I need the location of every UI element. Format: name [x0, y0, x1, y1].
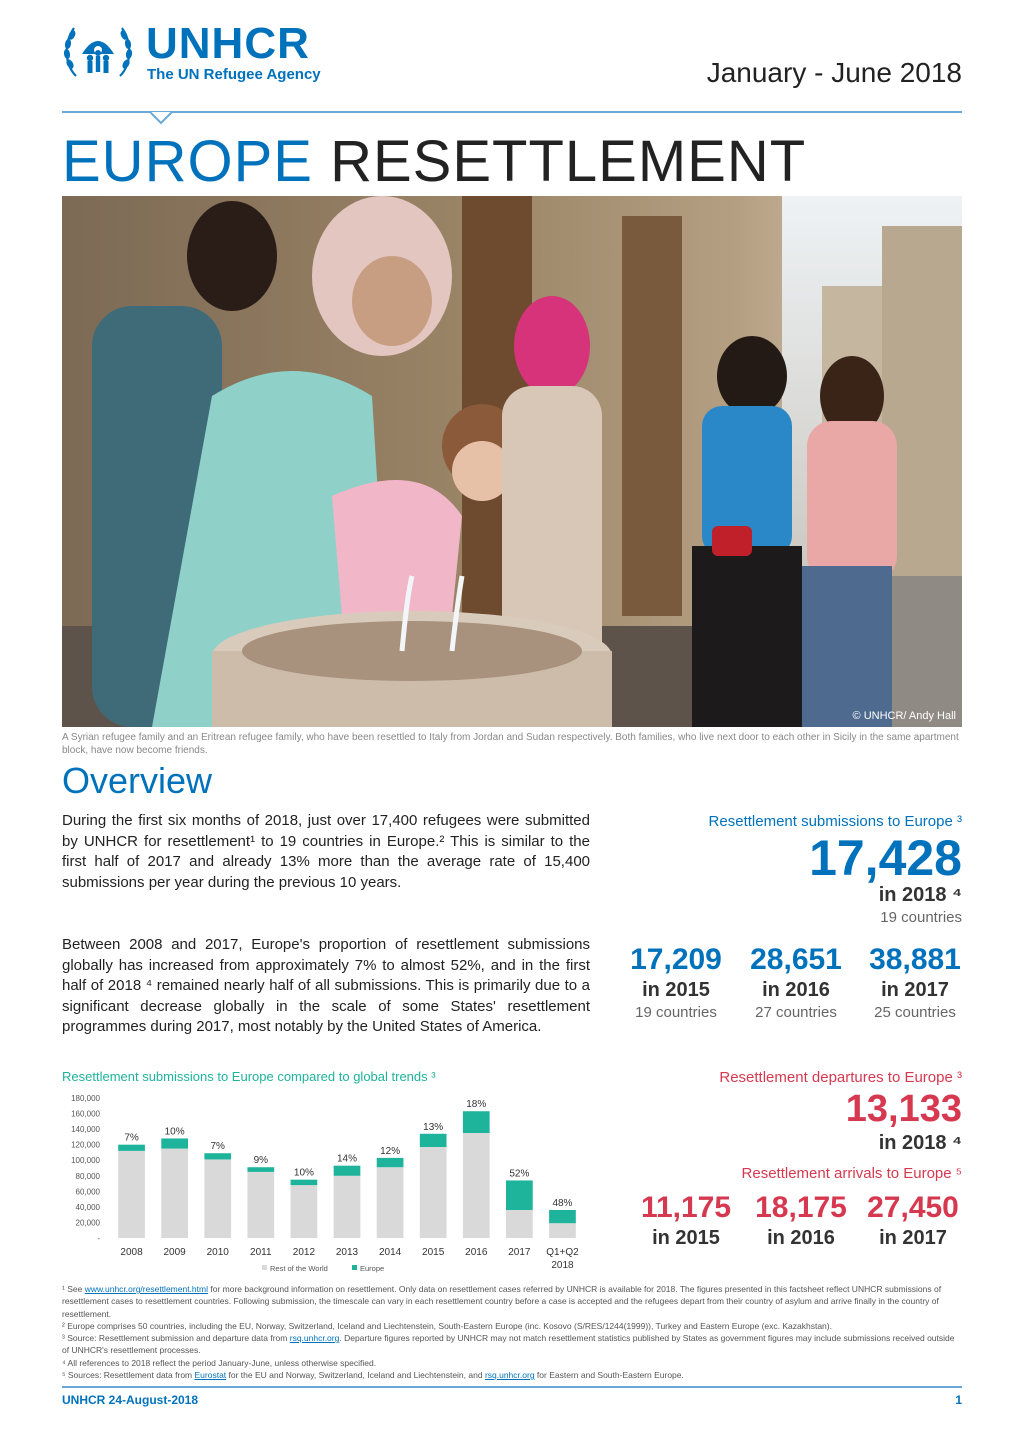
x-tick-label: Q1+Q2 — [546, 1247, 579, 1258]
bar-rest-of-world — [463, 1133, 490, 1238]
arrivals-2015-value: 11,175 — [640, 1191, 732, 1224]
legend-label-europe: Europe — [360, 1264, 385, 1273]
arrivals-2016 — [746, 1191, 856, 1251]
bar-rest-of-world — [161, 1149, 188, 1238]
bar-data-label: 52% — [509, 1168, 530, 1180]
arrivals-2017-value: 27,450 — [867, 1191, 959, 1224]
submissions-2015 — [621, 943, 731, 1023]
footnote-2-text: ² Europe comprises 50 countries, including the EU, Norway, Switzerland, Iceland and Liechtenstein, South-Eastern Europe (inc. Kosovo (S/RES/1244(1999)), Turkey and Eastern Europe (exc. Kazakhstan). — [62, 1320, 832, 1331]
logo-wordmark: UNHCR — [146, 19, 310, 68]
x-tick-label: 2011 — [250, 1247, 272, 1258]
arrivals-label: Resettlement arrivals to Europe ⁵ — [741, 1165, 962, 1182]
x-tick-label: 2008 — [120, 1247, 143, 1258]
bar-europe — [161, 1138, 188, 1148]
submissions-2017-countries: 25 countries — [874, 1004, 956, 1021]
submissions-2016 — [741, 943, 851, 1023]
footnote-5-link-eurostat[interactable]: Eurostat — [194, 1370, 227, 1381]
footer-divider — [62, 1386, 962, 1388]
bar-europe — [377, 1158, 404, 1167]
arrivals-2017 — [858, 1191, 968, 1251]
submissions-2015-year: in 2015 — [642, 979, 710, 1001]
submissions-total-countries: 19 countries — [880, 909, 962, 926]
submissions-2016-year: in 2016 — [762, 979, 830, 1001]
footnote-2 — [62, 1320, 962, 1332]
y-tick-label: 120,000 — [71, 1140, 100, 1150]
x-tick-label: 2010 — [206, 1247, 229, 1258]
footnote-4-text: ⁴ All references to 2018 reflect the period January-June, unless otherwise specified. — [62, 1357, 377, 1368]
bar-europe — [247, 1167, 274, 1172]
arrivals-2017-year: in 2017 — [879, 1227, 947, 1249]
submissions-2016-countries: 27 countries — [755, 1004, 837, 1021]
bar-data-label: 48% — [552, 1198, 573, 1209]
bar-rest-of-world — [334, 1176, 361, 1238]
footer-date: UNHCR 24-August-2018 — [62, 1393, 199, 1407]
legend-label-rest-of-world: Rest of the World — [270, 1264, 328, 1273]
footnote-4 — [62, 1357, 962, 1369]
submissions-total: 17,428 — [809, 830, 962, 886]
departures-total: 13,133 — [845, 1088, 962, 1130]
bar-rest-of-world — [118, 1151, 145, 1238]
footnote-1-link[interactable]: www.unhcr.org/resettlement.html — [84, 1284, 208, 1294]
arrivals-2016-year: in 2016 — [767, 1227, 835, 1249]
bar-data-label: 7% — [210, 1141, 225, 1153]
page-number: 1 — [955, 1393, 962, 1407]
legend-swatch-rest-of-world — [262, 1265, 267, 1270]
y-tick-label: 40,000 — [75, 1202, 100, 1212]
bar-europe — [291, 1180, 318, 1185]
photo-caption: A Syrian refugee family and an Eritrean refugee family, who have been resettled to Italy from Jordan and Sudan respectively. Both families, who live next door to each other in Sicily in the same apartment block, have now become friends. — [62, 732, 959, 756]
footnote-3-link[interactable]: rsq.unhcr.org — [289, 1333, 340, 1344]
x-tick-label: 2015 — [422, 1247, 445, 1258]
arrivals-2016-value: 18,175 — [755, 1191, 847, 1224]
x-tick-label: 2014 — [378, 1247, 402, 1258]
footnote-1 — [62, 1283, 962, 1320]
footnotes — [62, 1283, 962, 1381]
bar-europe — [549, 1210, 576, 1223]
submissions-2017-year: in 2017 — [881, 979, 949, 1001]
bar-europe — [506, 1180, 533, 1210]
bar-europe — [204, 1153, 231, 1159]
footnote-5-link-rsq[interactable]: rsq.unhcr.org — [484, 1370, 535, 1381]
footnote-5-text: ⁵ Sources: Resettlement data from — [62, 1370, 195, 1381]
title-part-europe: EUROPE — [62, 129, 313, 194]
bar-europe — [420, 1134, 447, 1147]
submissions-2015-countries: 19 countries — [635, 1004, 717, 1021]
overview-paragraph-1: During the first six months of 2018, just over 17,400 refugees were submitted by UNHCR for resettlement¹ to 19 countries in Europe.² This is similar to the first half of 2017 and already 13% more than the average rate of 15,400 submissions per year during the previous 10 years. — [62, 812, 590, 891]
y-tick-label: 160,000 — [71, 1109, 100, 1119]
y-tick-label: 80,000 — [75, 1171, 100, 1181]
bar-europe — [463, 1111, 490, 1133]
bar-data-label: 9% — [253, 1155, 269, 1167]
footnote-5-text-end: for Eastern and South-Eastern Europe. — [534, 1370, 684, 1381]
submissions-total-year: in 2018 ⁴ — [878, 884, 962, 906]
overview-heading: Overview — [62, 760, 213, 801]
bar-data-label: 14% — [336, 1153, 358, 1165]
footnote-5 — [62, 1369, 962, 1381]
y-tick-label: 60,000 — [75, 1187, 100, 1197]
report-period: January - June 2018 — [706, 57, 962, 88]
header-notch — [150, 111, 172, 125]
submissions-2015-value: 17,209 — [630, 943, 722, 976]
footnote-1-text: ¹ See — [62, 1284, 85, 1294]
unhcr-emblem-icon — [62, 20, 134, 82]
bar-rest-of-world — [506, 1210, 533, 1238]
x-tick-label: 2012 — [292, 1247, 316, 1258]
x-tick-label: 2016 — [465, 1247, 488, 1258]
bar-rest-of-world — [204, 1159, 231, 1238]
bar-data-label: 12% — [380, 1145, 401, 1157]
header-divider — [62, 111, 962, 113]
bar-data-label: 7% — [124, 1132, 139, 1144]
bar-rest-of-world — [291, 1185, 318, 1238]
submissions-2017-value: 38,881 — [869, 943, 961, 976]
x-tick-label: 2009 — [163, 1247, 186, 1258]
bar-data-label: 10% — [293, 1167, 314, 1179]
bar-rest-of-world — [420, 1147, 447, 1238]
x-tick-label: 2017 — [508, 1247, 531, 1258]
x-tick-label: 2013 — [335, 1247, 359, 1258]
departures-label: Resettlement departures to Europe ³ — [719, 1069, 962, 1086]
footnote-5-text-mid: for the EU and Norway, Switzerland, Iceland and Liechtenstein, and — [226, 1370, 485, 1381]
chart-title: Resettlement submissions to Europe compared to global trends ³ — [62, 1069, 436, 1084]
arrivals-2015-year: in 2015 — [652, 1227, 720, 1249]
submissions-bar-chart — [62, 1088, 590, 1278]
overview-paragraph-2: Between 2008 and 2017, Europe's proportion of resettlement submissions globally has increased from approximately 7% to almost 52%, and in the first half of 2018 ⁴ remained nearly half of all submissions. This is primarily due to a significant decrease globally in the scale of some States' resettlement programmes during 2017, most notably by the United States of America. — [62, 936, 590, 1035]
submissions-2017 — [860, 943, 970, 1023]
photo-credit: © UNHCR/ Andy Hall — [852, 710, 956, 722]
footnote-3-text-end: . Departure figures reported by UNHCR may not match resettlement statistics published by States as government figures may include submissions received outside of UNHCR's resettlement processes. — [62, 1333, 955, 1356]
bar-rest-of-world — [377, 1167, 404, 1238]
submissions-2016-value: 28,651 — [750, 943, 842, 976]
y-tick-label: 100,000 — [71, 1156, 100, 1166]
y-tick-label: 180,000 — [71, 1094, 100, 1103]
title-part-resettlement: RESETTLEMENT — [330, 129, 807, 194]
bar-data-label: 18% — [466, 1099, 487, 1111]
y-tick-label: - — [97, 1234, 100, 1243]
arrivals-2015 — [631, 1191, 741, 1251]
bar-data-label: 13% — [423, 1121, 444, 1133]
legend-swatch-europe — [352, 1265, 357, 1270]
footnote-1-text-end: for more background information on resettlement. Only data on resettlement cases referred by UNHCR is available for 2018. The figures presented in this factsheet reflect UNHCR submissions of resettlement cases to resettlement countries. Following submission, the timescale can vary in each resettlement country before a case is accepted and the refugees depart from their country of asylum and arrive finally in the country of resettlement. — [62, 1284, 942, 1319]
submissions-label: Resettlement submissions to Europe ³ — [708, 813, 962, 830]
bar-rest-of-world — [549, 1223, 576, 1238]
x-tick-label: 2018 — [551, 1260, 574, 1271]
logo-tagline: The UN Refugee Agency — [147, 66, 321, 83]
footnote-3-text: ³ Source: Resettlement submission and departure data from — [62, 1333, 290, 1344]
y-tick-label: 20,000 — [75, 1218, 100, 1228]
bar-data-label: 10% — [164, 1126, 185, 1138]
y-tick-label: 140,000 — [71, 1125, 100, 1135]
bar-europe — [118, 1145, 145, 1151]
bar-rest-of-world — [247, 1172, 274, 1238]
page-title — [62, 130, 806, 194]
footnote-3 — [62, 1332, 962, 1357]
departures-total-year: in 2018 ⁴ — [878, 1132, 962, 1154]
bar-europe — [334, 1166, 361, 1176]
cover-photo — [62, 196, 962, 727]
